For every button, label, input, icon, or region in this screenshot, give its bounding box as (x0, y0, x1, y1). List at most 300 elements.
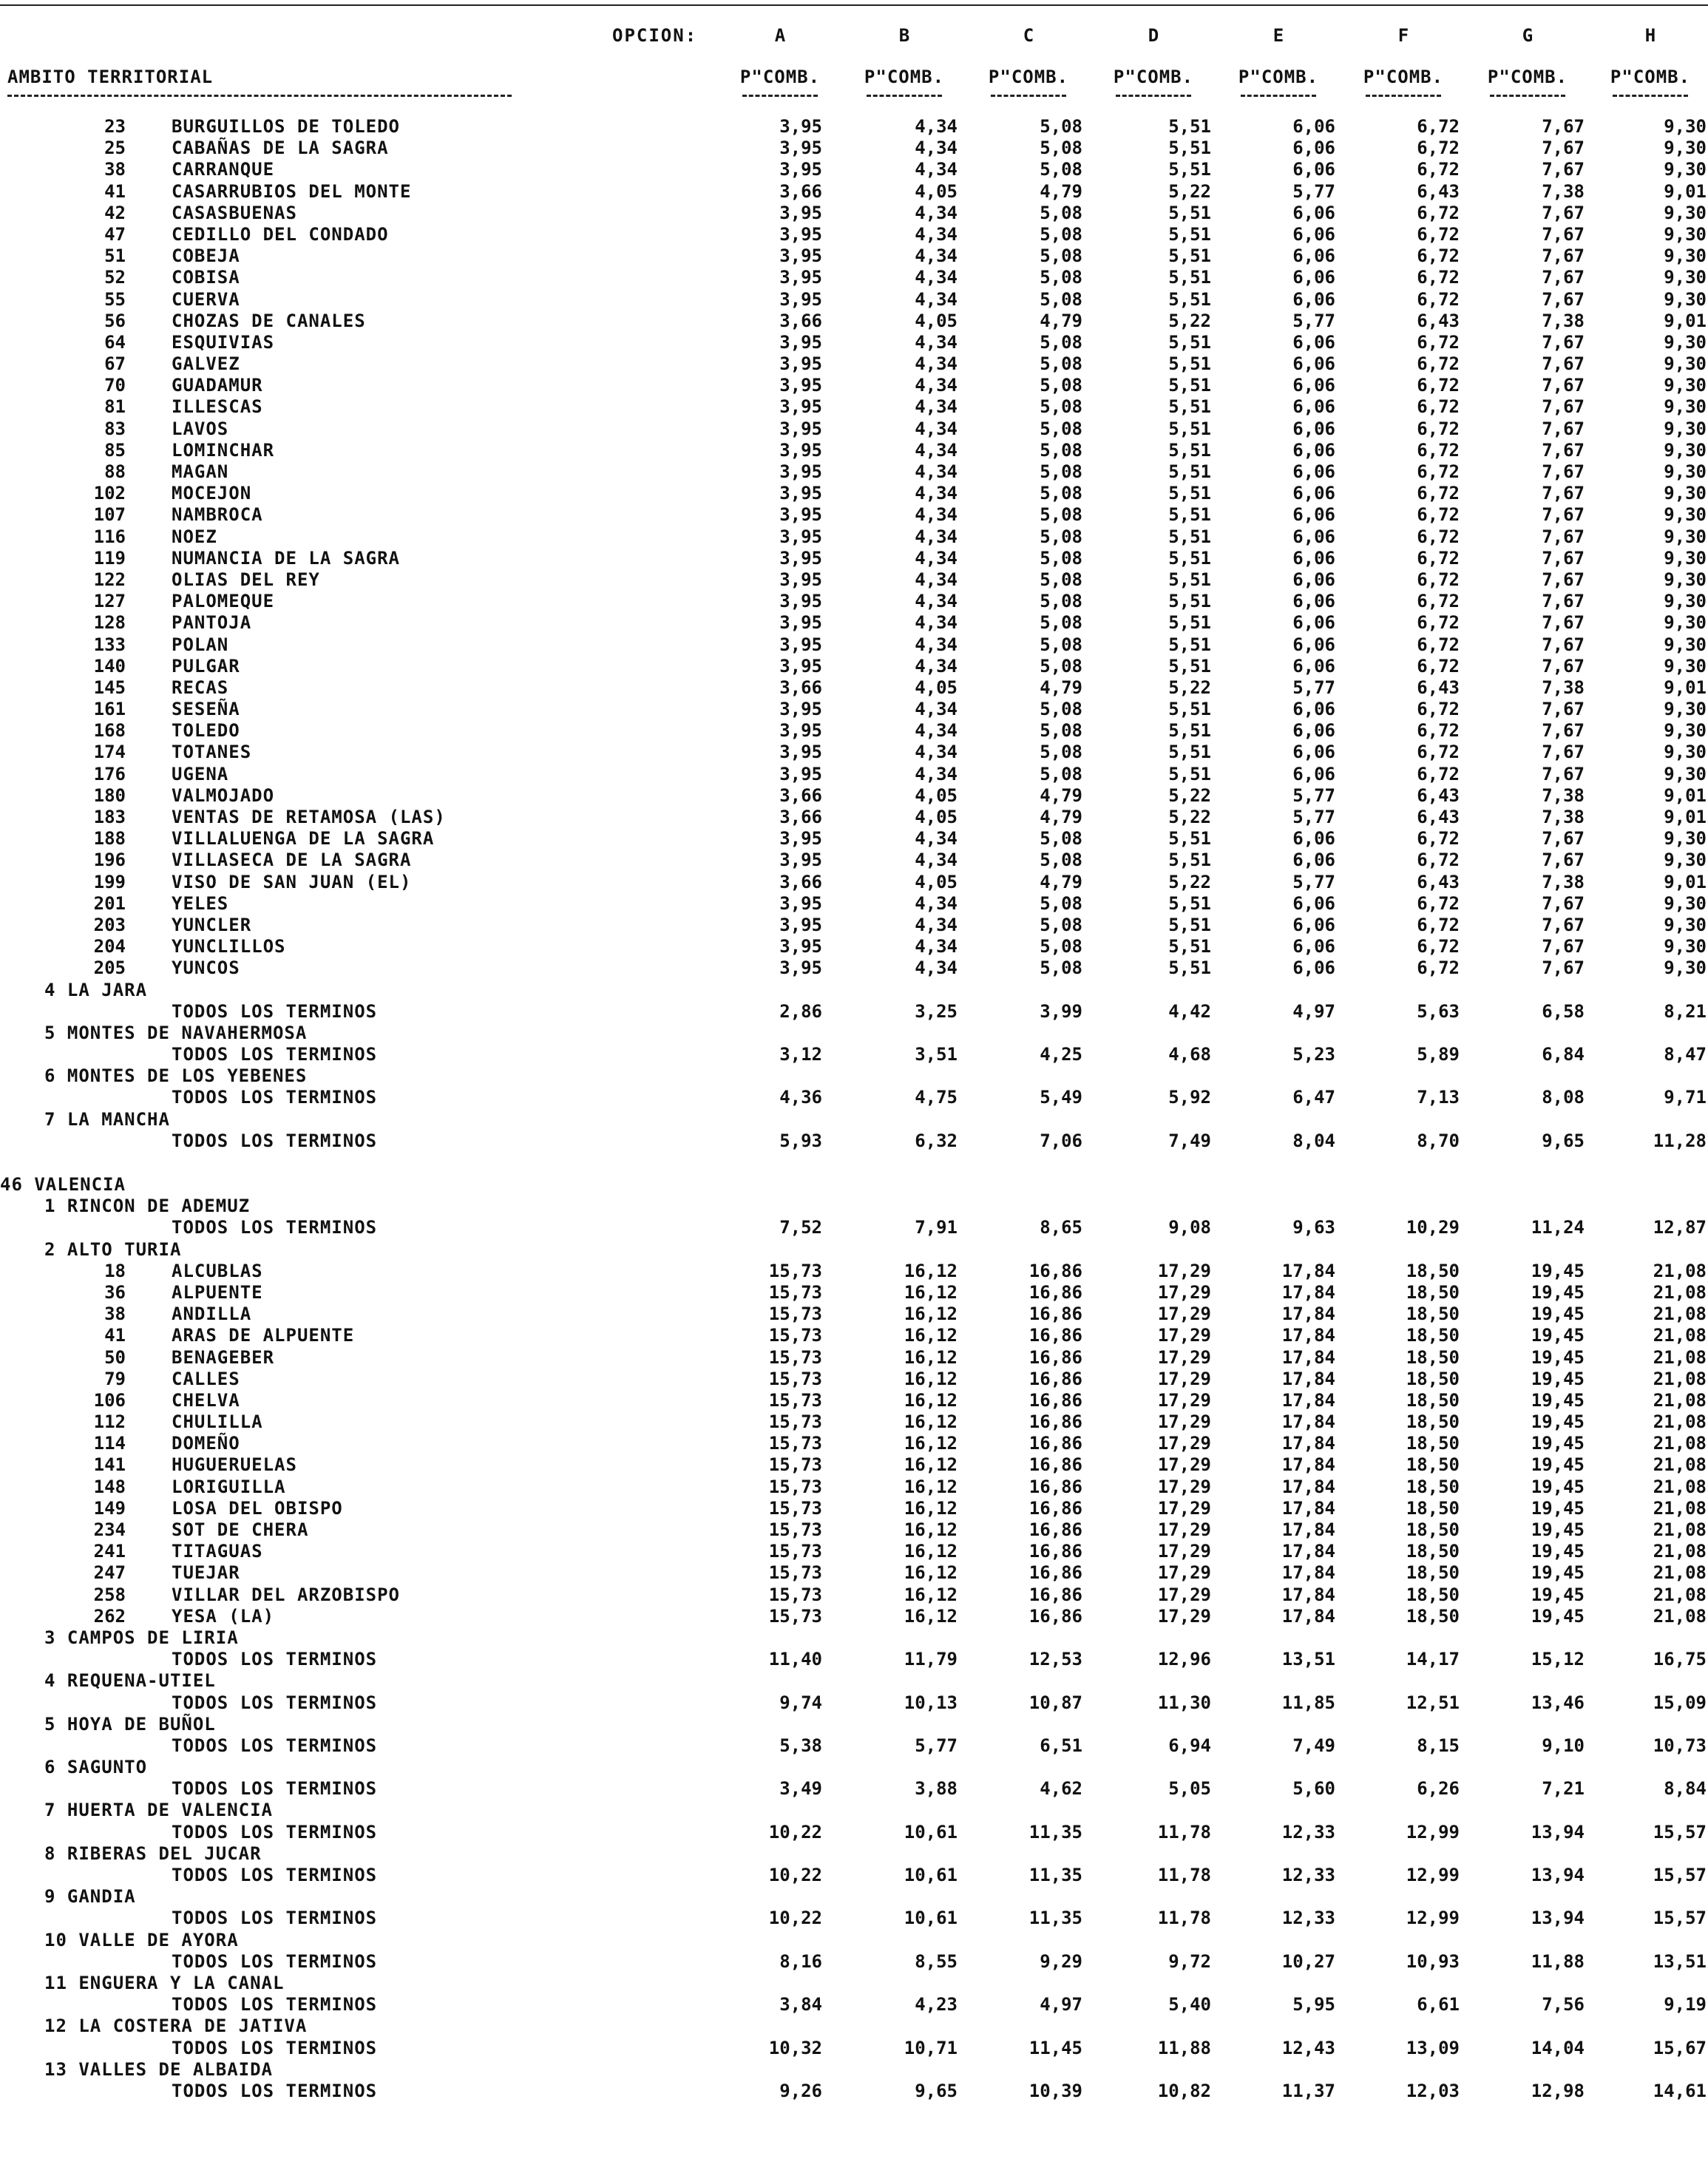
column-letter: B (898, 25, 910, 46)
price-cell-h: 9,30 (1664, 699, 1707, 720)
price-cell-d: 5,40 (1168, 1994, 1211, 2016)
price-cell-b: 9,65 (915, 2080, 958, 2101)
all-terms-label: TODOS LOS TERMINOS (172, 1649, 378, 1670)
price-cell-d: 5,51 (1168, 375, 1211, 396)
price-cell-f: 6,72 (1417, 331, 1460, 353)
price-cell-g: 8,08 (1542, 1087, 1585, 1108)
municipality-code: 149 (93, 1497, 126, 1519)
column-underline (1613, 95, 1688, 97)
price-cell-d: 4,42 (1168, 1000, 1211, 1022)
price-cell-b: 4,34 (915, 288, 958, 310)
price-cell-g: 19,45 (1531, 1325, 1585, 1346)
price-cell-c: 5,08 (1040, 288, 1082, 310)
price-cell-c: 5,08 (1040, 504, 1082, 526)
price-cell-e: 6,06 (1292, 223, 1335, 245)
price-cell-e: 6,06 (1292, 850, 1335, 871)
ambito-label: AMBITO TERRITORIAL (7, 67, 214, 87)
price-cell-g: 7,38 (1542, 180, 1585, 202)
price-cell-d: 5,51 (1168, 569, 1211, 590)
municipality-row (0, 936, 1708, 957)
price-cell-h: 9,30 (1664, 116, 1707, 137)
municipality-row (0, 699, 1708, 720)
price-cell-a: 3,95 (779, 288, 822, 310)
price-cell-e: 6,06 (1292, 655, 1335, 677)
price-cell-a: 3,95 (779, 159, 822, 180)
price-cell-h: 9,30 (1664, 504, 1707, 526)
municipality-name: SOT DE CHERA (172, 1519, 309, 1540)
all-terms-row (0, 1649, 1708, 1670)
price-cell-g: 7,56 (1542, 1994, 1585, 2016)
municipality-row (0, 1541, 1708, 1562)
price-cell-b: 4,34 (915, 526, 958, 547)
price-cell-h: 21,08 (1653, 1304, 1707, 1325)
column-underline (1366, 95, 1441, 97)
price-cell-c: 16,86 (1028, 1346, 1082, 1368)
column-underline (742, 95, 818, 97)
price-cell-c: 5,08 (1040, 375, 1082, 396)
price-cell-f: 6,43 (1417, 871, 1460, 892)
price-cell-a: 3,95 (779, 202, 822, 223)
price-cell-a: 3,95 (779, 245, 822, 267)
municipality-code: 42 (104, 202, 126, 223)
municipality-code: 55 (104, 288, 126, 310)
price-cell-b: 4,05 (915, 784, 958, 806)
municipality-name: CASASBUENAS (172, 202, 297, 223)
price-cell-e: 6,06 (1292, 267, 1335, 288)
price-cell-a: 3,95 (779, 720, 822, 742)
column-subtitle: P"COMB. (1610, 67, 1691, 87)
price-cell-h: 9,30 (1664, 612, 1707, 634)
price-cell-a: 15,73 (768, 1605, 822, 1627)
price-cell-b: 4,34 (915, 892, 958, 914)
price-cell-e: 5,23 (1292, 1044, 1335, 1065)
price-cell-c: 11,35 (1028, 1865, 1082, 1885)
price-cell-b: 4,75 (915, 1087, 958, 1108)
price-cell-d: 5,51 (1168, 892, 1211, 914)
price-cell-a: 3,66 (779, 784, 822, 806)
municipality-name: VILLASECA DE LA SAGRA (172, 850, 412, 871)
municipality-row (0, 957, 1708, 979)
price-cell-g: 7,67 (1542, 892, 1585, 914)
price-cell-g: 7,67 (1542, 245, 1585, 267)
price-cell-d: 5,92 (1168, 1087, 1211, 1108)
all-terms-label: TODOS LOS TERMINOS (172, 2037, 378, 2058)
district-name: 6 SAGUNTO (44, 1757, 148, 1778)
price-cell-c: 16,86 (1028, 1519, 1082, 1540)
price-cell-f: 6,72 (1417, 526, 1460, 547)
price-cell-e: 6,06 (1292, 245, 1335, 267)
municipality-name: BURGUILLOS DE TOLEDO (172, 116, 400, 137)
price-cell-f: 6,43 (1417, 677, 1460, 698)
municipality-name: COBEJA (172, 245, 240, 267)
price-cell-g: 15,12 (1531, 1649, 1585, 1670)
price-cell-d: 5,51 (1168, 439, 1211, 461)
price-cell-c: 5,08 (1040, 223, 1082, 245)
price-cell-b: 4,34 (915, 914, 958, 935)
column-underline (991, 95, 1066, 97)
municipality-row (0, 311, 1708, 332)
price-cell-a: 3,95 (779, 375, 822, 396)
price-cell-h: 9,30 (1664, 914, 1707, 935)
price-cell-c: 16,86 (1028, 1562, 1082, 1584)
municipality-code: 106 (93, 1389, 126, 1411)
price-cell-h: 9,30 (1664, 202, 1707, 223)
district-heading-row (0, 1886, 1708, 1908)
municipality-row (0, 418, 1708, 440)
price-cell-d: 11,88 (1157, 2037, 1211, 2058)
price-cell-c: 16,86 (1028, 1454, 1082, 1476)
municipality-code: 52 (104, 267, 126, 288)
price-cell-b: 4,34 (915, 763, 958, 784)
price-cell-g: 7,38 (1542, 807, 1585, 827)
price-cell-g: 7,67 (1542, 288, 1585, 310)
price-cell-a: 3,12 (779, 1044, 822, 1065)
municipality-row (0, 656, 1708, 677)
municipality-code: 161 (93, 699, 126, 720)
municipality-row (0, 1390, 1708, 1411)
municipality-code: 41 (104, 1325, 126, 1346)
price-cell-h: 21,08 (1653, 1433, 1707, 1454)
all-terms-row (0, 1865, 1708, 1886)
all-terms-row (0, 2038, 1708, 2059)
price-cell-e: 6,06 (1292, 720, 1335, 742)
price-cell-g: 7,38 (1542, 677, 1585, 698)
municipality-name: YUNCLILLOS (172, 936, 286, 957)
price-cell-f: 6,72 (1417, 850, 1460, 871)
price-cell-d: 5,51 (1168, 655, 1211, 677)
price-cell-c: 4,79 (1040, 310, 1082, 331)
price-cell-e: 17,84 (1281, 1497, 1335, 1519)
price-cell-c: 5,08 (1040, 331, 1082, 353)
price-cell-g: 7,67 (1542, 569, 1585, 590)
price-cell-b: 11,79 (904, 1649, 958, 1670)
price-cell-d: 17,29 (1157, 1389, 1211, 1411)
price-cell-h: 15,57 (1653, 1908, 1707, 1929)
price-cell-f: 12,99 (1406, 1865, 1460, 1885)
price-cell-d: 17,29 (1157, 1562, 1211, 1584)
district-name: 5 HOYA DE BUÑOL (44, 1713, 216, 1735)
municipality-name: RECAS (172, 677, 229, 698)
price-cell-f: 18,50 (1406, 1433, 1460, 1454)
price-cell-f: 5,63 (1417, 1000, 1460, 1022)
price-cell-b: 4,34 (915, 159, 958, 180)
price-cell-d: 5,51 (1168, 720, 1211, 742)
price-cell-c: 5,08 (1040, 850, 1082, 871)
price-cell-e: 17,84 (1281, 1476, 1335, 1497)
price-cell-d: 5,51 (1168, 245, 1211, 267)
all-terms-label: TODOS LOS TERMINOS (172, 1950, 378, 1972)
price-cell-a: 3,66 (779, 871, 822, 892)
price-cell-h: 21,08 (1653, 1368, 1707, 1389)
spacer-row (0, 1152, 1708, 1174)
price-cell-f: 18,50 (1406, 1605, 1460, 1627)
municipality-row (0, 915, 1708, 936)
price-cell-h: 9,30 (1664, 892, 1707, 914)
price-cell-d: 5,51 (1168, 116, 1211, 137)
price-cell-h: 9,30 (1664, 742, 1707, 763)
price-cell-c: 4,79 (1040, 871, 1082, 892)
price-cell-e: 5,60 (1292, 1778, 1335, 1800)
price-cell-g: 7,67 (1542, 763, 1585, 784)
price-cell-e: 17,84 (1281, 1346, 1335, 1368)
municipality-name: ALCUBLAS (172, 1260, 263, 1281)
price-cell-a: 3,95 (779, 850, 822, 871)
municipality-row (0, 807, 1708, 828)
price-cell-f: 18,50 (1406, 1476, 1460, 1497)
all-terms-label: TODOS LOS TERMINOS (172, 1217, 378, 1238)
municipality-code: 234 (93, 1519, 126, 1540)
price-cell-g: 7,67 (1542, 957, 1585, 979)
price-cell-b: 4,05 (915, 807, 958, 827)
price-cell-a: 4,36 (779, 1087, 822, 1108)
price-cell-c: 5,08 (1040, 699, 1082, 720)
price-cell-d: 5,51 (1168, 267, 1211, 288)
municipality-code: 133 (93, 634, 126, 655)
district-name: 6 MONTES DE LOS YEBENES (44, 1065, 308, 1087)
price-cell-b: 10,61 (904, 1865, 958, 1885)
price-cell-d: 5,22 (1168, 677, 1211, 698)
price-cell-b: 4,34 (915, 828, 958, 850)
price-cell-b: 16,12 (904, 1346, 958, 1368)
price-cell-h: 15,09 (1653, 1692, 1707, 1713)
district-name: 7 HUERTA DE VALENCIA (44, 1800, 273, 1821)
price-cell-g: 7,67 (1542, 202, 1585, 223)
municipality-name: VALMOJADO (172, 784, 275, 806)
municipality-row (0, 483, 1708, 504)
price-cell-b: 3,25 (915, 1000, 958, 1022)
price-cell-h: 9,30 (1664, 375, 1707, 396)
price-cell-e: 6,06 (1292, 159, 1335, 180)
municipality-row (0, 1584, 1708, 1606)
price-cell-f: 6,72 (1417, 159, 1460, 180)
price-cell-f: 6,72 (1417, 353, 1460, 375)
price-cell-b: 8,55 (915, 1950, 958, 1972)
price-cell-g: 13,46 (1531, 1692, 1585, 1713)
price-cell-c: 5,08 (1040, 612, 1082, 634)
municipality-row (0, 612, 1708, 634)
price-cell-g: 11,24 (1531, 1217, 1585, 1238)
price-cell-b: 16,12 (904, 1476, 958, 1497)
municipality-name: LOSA DEL OBISPO (172, 1497, 343, 1519)
price-cell-e: 6,06 (1292, 914, 1335, 935)
price-cell-a: 2,86 (779, 1000, 822, 1022)
price-cell-e: 6,06 (1292, 375, 1335, 396)
price-cell-b: 10,61 (904, 1908, 958, 1929)
district-heading-row (0, 980, 1708, 1001)
price-cell-f: 14,17 (1406, 1649, 1460, 1670)
municipality-code: 47 (104, 223, 126, 245)
column-letter: H (1644, 25, 1656, 46)
price-cell-a: 10,22 (768, 1908, 822, 1929)
price-cell-g: 19,45 (1531, 1605, 1585, 1627)
price-cell-g: 7,67 (1542, 267, 1585, 288)
municipality-row (0, 634, 1708, 656)
all-terms-row (0, 1130, 1708, 1152)
municipality-row (0, 548, 1708, 569)
price-cell-d: 5,51 (1168, 850, 1211, 871)
price-cell-f: 6,72 (1417, 742, 1460, 763)
price-cell-e: 5,95 (1292, 1994, 1335, 2016)
price-cell-a: 15,73 (768, 1454, 822, 1476)
municipality-code: 176 (93, 763, 126, 784)
price-cell-h: 9,30 (1664, 526, 1707, 547)
price-cell-d: 5,05 (1168, 1778, 1211, 1800)
price-cell-f: 6,72 (1417, 396, 1460, 418)
price-cell-f: 18,50 (1406, 1562, 1460, 1584)
price-cell-g: 19,45 (1531, 1368, 1585, 1389)
municipality-row (0, 893, 1708, 915)
price-cell-d: 5,51 (1168, 504, 1211, 526)
price-cell-a: 15,73 (768, 1389, 822, 1411)
price-cell-g: 13,94 (1531, 1865, 1585, 1885)
column-letter: C (1023, 25, 1034, 46)
district-heading-row (0, 2016, 1708, 2037)
column-subtitle: P"COMB. (988, 67, 1069, 87)
district-heading-row (0, 1670, 1708, 1692)
price-cell-g: 7,67 (1542, 223, 1585, 245)
price-cell-f: 18,50 (1406, 1497, 1460, 1519)
all-terms-row (0, 1908, 1708, 1929)
price-cell-b: 16,12 (904, 1562, 958, 1584)
price-cell-f: 6,72 (1417, 591, 1460, 612)
district-heading-row (0, 1843, 1708, 1865)
price-cell-b: 4,34 (915, 375, 958, 396)
all-terms-row (0, 1951, 1708, 1973)
price-cell-f: 18,50 (1406, 1389, 1460, 1411)
price-cell-f: 6,72 (1417, 461, 1460, 482)
price-cell-f: 18,50 (1406, 1325, 1460, 1346)
price-cell-d: 5,51 (1168, 828, 1211, 850)
municipality-code: 148 (93, 1476, 126, 1497)
price-cell-h: 9,30 (1664, 957, 1707, 979)
price-cell-e: 6,06 (1292, 439, 1335, 461)
price-cell-d: 5,51 (1168, 634, 1211, 655)
price-cell-e: 6,47 (1292, 1087, 1335, 1108)
price-cell-c: 5,08 (1040, 245, 1082, 267)
price-cell-h: 21,08 (1653, 1605, 1707, 1627)
municipality-code: 196 (93, 850, 126, 871)
price-cell-f: 6,72 (1417, 547, 1460, 569)
price-cell-d: 5,22 (1168, 871, 1211, 892)
municipality-name: ESQUIVIAS (172, 331, 275, 353)
municipality-row (0, 440, 1708, 461)
price-cell-e: 17,84 (1281, 1519, 1335, 1540)
price-cell-g: 7,67 (1542, 116, 1585, 137)
municipality-row (0, 1325, 1708, 1346)
all-terms-row (0, 1822, 1708, 1843)
price-cell-d: 5,51 (1168, 914, 1211, 935)
price-cell-d: 17,29 (1157, 1346, 1211, 1368)
price-cell-c: 16,86 (1028, 1368, 1082, 1389)
price-cell-f: 6,72 (1417, 828, 1460, 850)
municipality-row (0, 461, 1708, 483)
price-cell-d: 5,51 (1168, 591, 1211, 612)
price-cell-a: 3,95 (779, 699, 822, 720)
municipality-name: CHULILLA (172, 1411, 263, 1433)
district-name: 12 LA COSTERA DE JATIVA (44, 2016, 308, 2037)
municipality-name: TUEJAR (172, 1562, 240, 1584)
price-cell-h: 12,87 (1653, 1217, 1707, 1238)
price-cell-h: 9,30 (1664, 245, 1707, 267)
price-cell-b: 16,12 (904, 1519, 958, 1540)
price-cell-h: 9,01 (1664, 784, 1707, 806)
price-cell-b: 10,71 (904, 2037, 958, 2058)
price-cell-e: 6,06 (1292, 828, 1335, 850)
price-cell-h: 9,30 (1664, 634, 1707, 655)
price-cell-d: 17,29 (1157, 1476, 1211, 1497)
price-cell-b: 4,34 (915, 202, 958, 223)
price-cell-a: 9,26 (779, 2080, 822, 2101)
price-cell-a: 3,95 (779, 418, 822, 439)
price-cell-d: 5,51 (1168, 547, 1211, 569)
price-cell-c: 7,06 (1040, 1130, 1082, 1151)
price-cell-b: 4,34 (915, 267, 958, 288)
municipality-name: VILLALUENGA DE LA SAGRA (172, 828, 435, 850)
price-cell-h: 21,08 (1653, 1411, 1707, 1433)
price-cell-a: 3,95 (779, 116, 822, 137)
price-cell-g: 7,67 (1542, 461, 1585, 482)
municipality-code: 50 (104, 1346, 126, 1368)
price-cell-c: 16,86 (1028, 1476, 1082, 1497)
all-terms-label: TODOS LOS TERMINOS (172, 1778, 378, 1800)
price-cell-e: 5,77 (1292, 180, 1335, 202)
price-cell-d: 5,51 (1168, 763, 1211, 784)
municipality-row (0, 569, 1708, 591)
price-cell-b: 4,34 (915, 353, 958, 375)
price-cell-b: 4,05 (915, 310, 958, 331)
district-name: 13 VALLES DE ALBAIDA (44, 2058, 273, 2080)
district-name: 4 REQUENA-UTIEL (44, 1670, 216, 1692)
price-cell-d: 4,68 (1168, 1044, 1211, 1065)
price-cell-c: 5,08 (1040, 892, 1082, 914)
municipality-code: 83 (104, 418, 126, 439)
price-cell-e: 6,06 (1292, 526, 1335, 547)
price-cell-h: 9,30 (1664, 396, 1707, 418)
price-cell-d: 9,08 (1168, 1217, 1211, 1238)
price-cell-a: 3,66 (779, 807, 822, 827)
price-cell-e: 6,06 (1292, 461, 1335, 482)
price-cell-e: 17,84 (1281, 1325, 1335, 1346)
column-letter: E (1272, 25, 1284, 46)
price-cell-d: 11,78 (1157, 1908, 1211, 1929)
price-cell-f: 18,50 (1406, 1541, 1460, 1562)
price-cell-e: 6,06 (1292, 699, 1335, 720)
price-cell-e: 6,06 (1292, 331, 1335, 353)
price-cell-b: 4,34 (915, 331, 958, 353)
price-cell-h: 21,08 (1653, 1325, 1707, 1346)
municipality-code: 127 (93, 591, 126, 612)
price-cell-d: 5,51 (1168, 138, 1211, 159)
price-cell-f: 6,72 (1417, 914, 1460, 935)
price-cell-h: 15,57 (1653, 1821, 1707, 1843)
price-cell-e: 6,06 (1292, 936, 1335, 957)
price-cell-b: 4,05 (915, 180, 958, 202)
price-cell-f: 6,72 (1417, 634, 1460, 655)
price-cell-e: 17,84 (1281, 1541, 1335, 1562)
price-cell-e: 17,84 (1281, 1562, 1335, 1584)
municipality-code: 38 (104, 1304, 126, 1325)
price-cell-c: 5,08 (1040, 439, 1082, 461)
price-cell-h: 9,30 (1664, 267, 1707, 288)
municipality-row (0, 1411, 1708, 1433)
price-cell-h: 9,30 (1664, 138, 1707, 159)
price-cell-f: 6,72 (1417, 223, 1460, 245)
price-cell-g: 7,67 (1542, 828, 1585, 850)
municipality-name: PALOMEQUE (172, 591, 275, 612)
price-cell-h: 21,08 (1653, 1454, 1707, 1476)
municipality-code: 122 (93, 569, 126, 590)
column-subtitle: P"COMB. (1487, 67, 1568, 87)
